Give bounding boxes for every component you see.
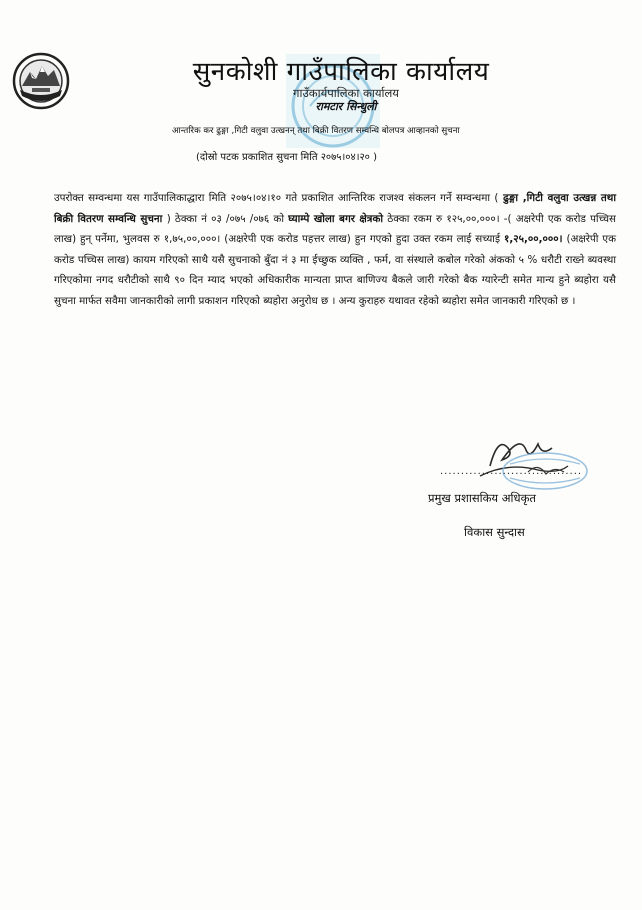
body-bold-2: घ्याम्पे खोला बगर क्षेत्रको — [288, 212, 384, 225]
signatory-name: विकास सुन्दास — [464, 525, 525, 539]
notice-heading: आन्तरिक कर ढुङ्गा ,गिटी वलुवा उत्खनन् तथा बिक्री वितरण सम्वन्धि बोलपत्र आव्हानको सुचना — [172, 126, 460, 136]
signature-line: .................................. — [440, 466, 583, 477]
office-subtitle: गाउँकार्यपालिका कार्यालय — [293, 86, 399, 100]
office-title: सुनकोशी गाउँपालिका कार्यालय — [192, 57, 490, 87]
body-bold-1: ढुङ्गा ,गिटी वलुवा उत्खन्न तथा बिक्री वितरण सम्वन्धि सुचना — [54, 192, 616, 225]
publication-date-line: (दोस्रो पटक प्रकाशित सुचना मिति २०७५।०४।२० ) — [196, 152, 377, 163]
body-text-1: उपरोक्त सम्वन्धमा यस गाउँपालिकाद्धारा मिति २०७५।०४।१० गते प्रकाशित आन्तिरिक राजश्व संकलन गर्ने सम्वन्धमा ( — [54, 192, 499, 204]
notice-body — [54, 188, 616, 311]
body-text-4: (अक्षरेपी एक करोड पच्चिस लाख) कायम गरिएको साथै यसै सुचनाको बुँदा नं ३ मा ईच्छुक व्यक्ति , फर्म, वा संस्थाले कबोल गरेको अंकको ५ % धरौटी राख्ने ब्यवस्था गरिएकोमा नगद धरौटीको साथै ९० दिन म्याद भएको अधिकारीक मान्यता प्राप्त बाणिज्य बैकले जारी गरेको बैक ग्यारेन्टी समेत मान्य हुने ब्यहोरा यसै सुचना मार्फत सवैमा जानकारीको लागी प्रकाशन गरिएको ब्यहोरा अनुरोध छ । अन्य कुराहरु यथावत रहेको ब्यहोरा समेत जानकारी गरिएको छ । — [54, 233, 616, 307]
signatory-designation: प्रमुख प्रशासकिय अधिकृत — [428, 491, 536, 505]
body-text-3: ठेक्का रकम रु १२५,००,०००। -( अक्षरेपी एक करोड पच्चिस लाख) हुन् पर्नेमा, भुलवस रु १,७५,००,०००। (अक्षरेपी एक करोड पहत्तर लाख) हुन गएको हुदा उक्त रकम लाई सच्याई — [54, 212, 616, 245]
body-text-2: ) ठेक्का नं ०३ /०७५ /०७६ को — [166, 212, 289, 225]
body-bold-3: १,२५,००,०००। — [504, 233, 563, 245]
office-location: रामटार सिन्धुली — [315, 100, 377, 113]
